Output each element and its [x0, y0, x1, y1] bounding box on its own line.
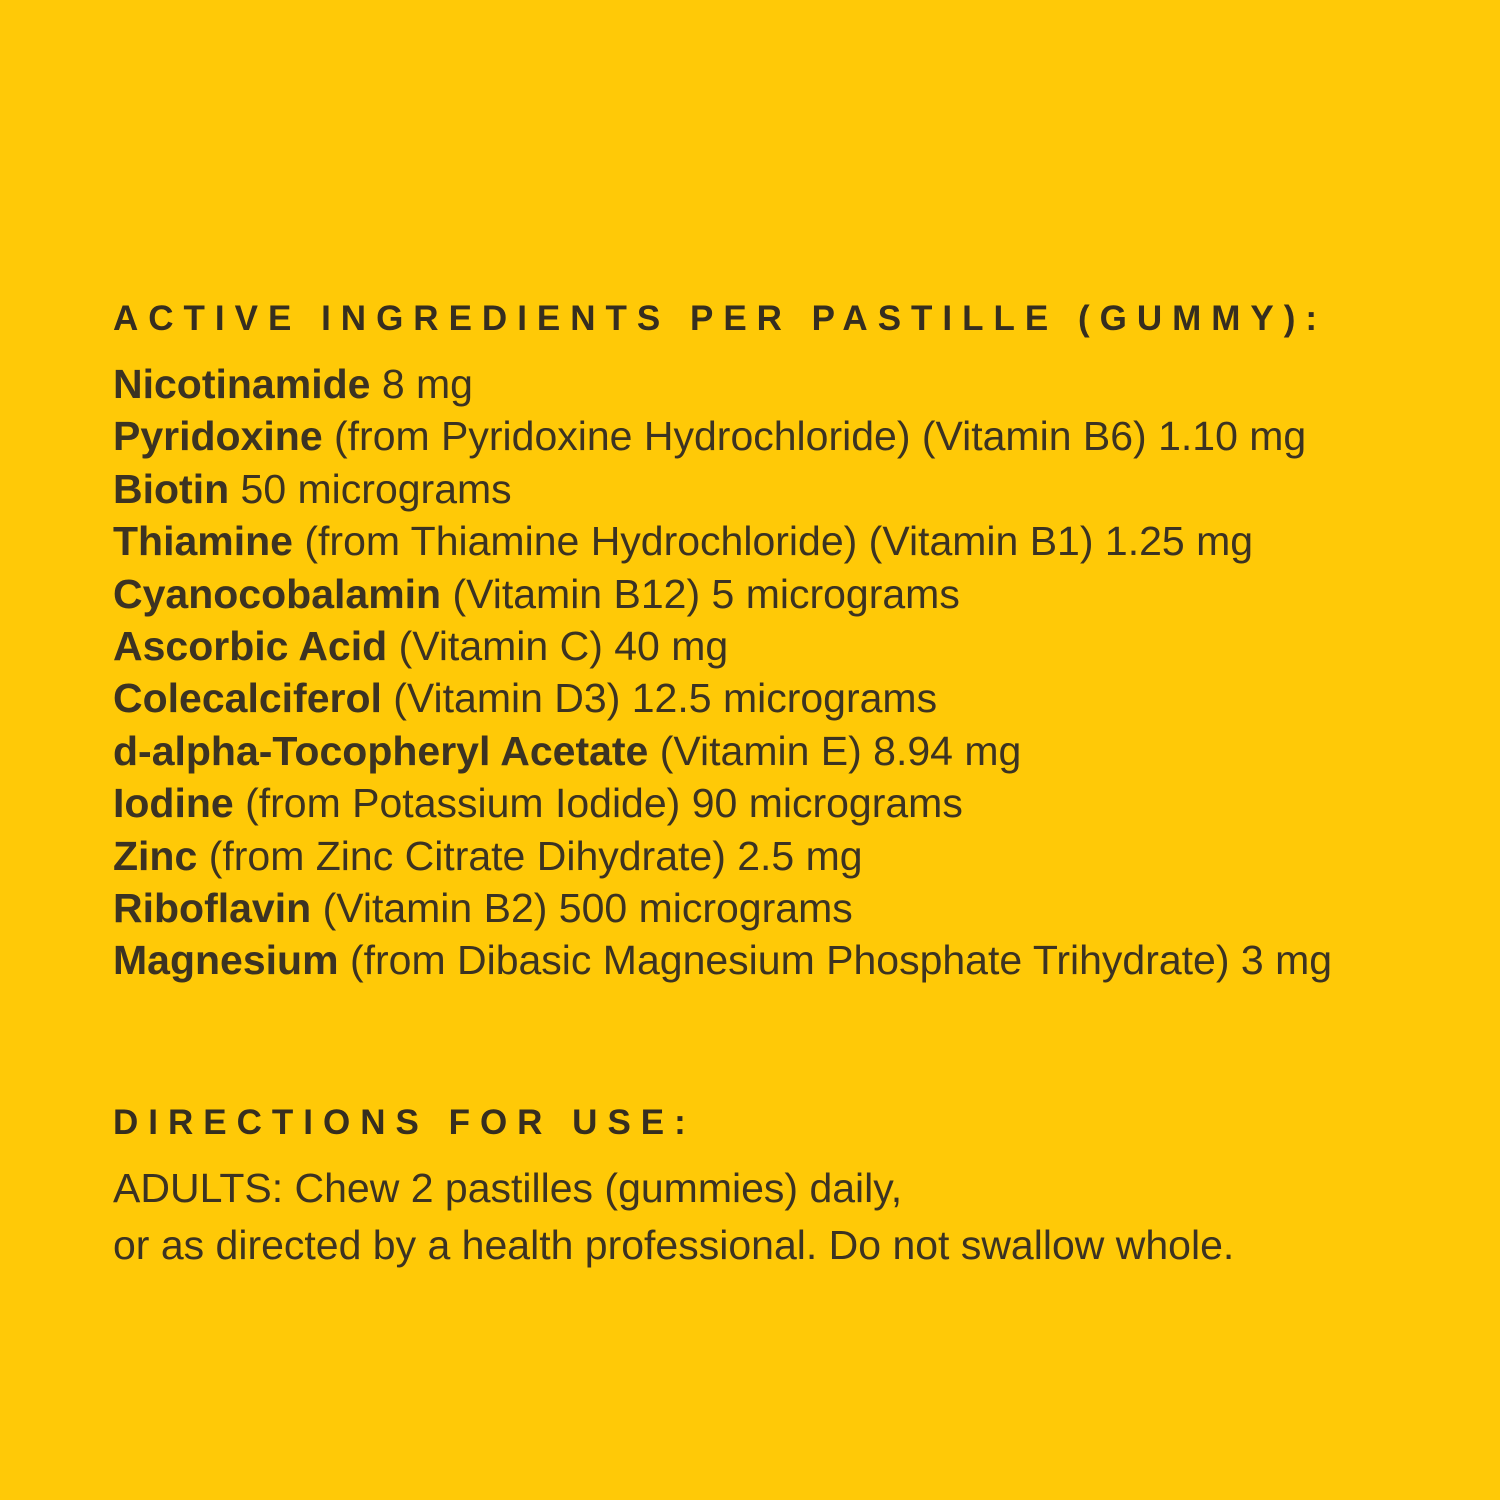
ingredient-row-iodine [113, 777, 1332, 829]
ingredient-row-ascorbic-acid [113, 620, 1332, 672]
ingredient-detail: (Vitamin B12) 5 micrograms [441, 570, 960, 617]
ingredient-row-biotin [113, 463, 1332, 515]
ingredient-detail: (from Potassium Iodide) 90 micrograms [233, 780, 963, 827]
ingredient-row-magnesium [113, 934, 1332, 986]
directions-heading: DIRECTIONS FOR USE: [113, 1103, 696, 1142]
ingredient-name: Ascorbic Acid [113, 623, 388, 670]
ingredient-row-pyridoxine [113, 410, 1332, 462]
ingredient-detail: (from Pyridoxine Hydrochloride) (Vitamin B6) 1.10 mg [322, 413, 1307, 460]
active-ingredients-heading: ACTIVE INGREDIENTS PER PASTILLE (GUMMY): [113, 299, 1328, 338]
ingredient-name: Magnesium [113, 937, 339, 984]
ingredient-name: Nicotinamide [113, 361, 371, 407]
ingredient-detail: 50 micrograms [229, 465, 512, 512]
ingredient-detail: (from Dibasic Magnesium Phosphate Trihydrate) 3 mg [338, 937, 1333, 984]
ingredient-row-tocopheryl-acetate [113, 725, 1332, 777]
ingredient-row-riboflavin [113, 882, 1332, 934]
ingredient-name: Colecalciferol [113, 675, 382, 722]
ingredient-detail: (from Zinc Citrate Dihydrate) 2.5 mg [197, 832, 863, 879]
ingredient-name: d-alpha-Tocopheryl Acetate [113, 727, 649, 774]
directions-line-1: ADULTS: Chew 2 pastilles (gummies) daily, [113, 1165, 903, 1211]
ingredient-name: Cyanocobalamin [113, 570, 442, 617]
active-ingredients-list [113, 358, 1332, 987]
ingredient-name: Pyridoxine [113, 413, 323, 460]
ingredient-name: Thiamine [113, 518, 293, 565]
ingredient-row-cyanocobalamin [113, 568, 1332, 620]
ingredient-detail: (Vitamin D3) 12.5 micrograms [381, 675, 938, 722]
ingredient-name: Biotin [113, 465, 230, 512]
ingredient-row-zinc [113, 830, 1332, 882]
ingredient-name: Riboflavin [113, 885, 312, 932]
ingredient-detail: 8 mg [370, 361, 473, 407]
ingredient-row-colecalciferol [113, 672, 1332, 724]
directions-line-2: or as directed by a health professional. Do not swallow whole. [113, 1222, 1235, 1268]
ingredient-row-nicotinamide [113, 358, 1332, 410]
directions-text [113, 1160, 1234, 1274]
ingredient-name: Zinc [113, 832, 198, 879]
ingredient-detail: (Vitamin B2) 500 micrograms [311, 885, 853, 932]
ingredient-row-thiamine [113, 515, 1332, 567]
ingredient-name: Iodine [113, 780, 234, 827]
ingredient-detail: (from Thiamine Hydrochloride) (Vitamin B1) 1.25 mg [292, 518, 1254, 565]
ingredient-detail: (Vitamin C) 40 mg [387, 623, 729, 670]
ingredient-detail: (Vitamin E) 8.94 mg [648, 727, 1022, 774]
